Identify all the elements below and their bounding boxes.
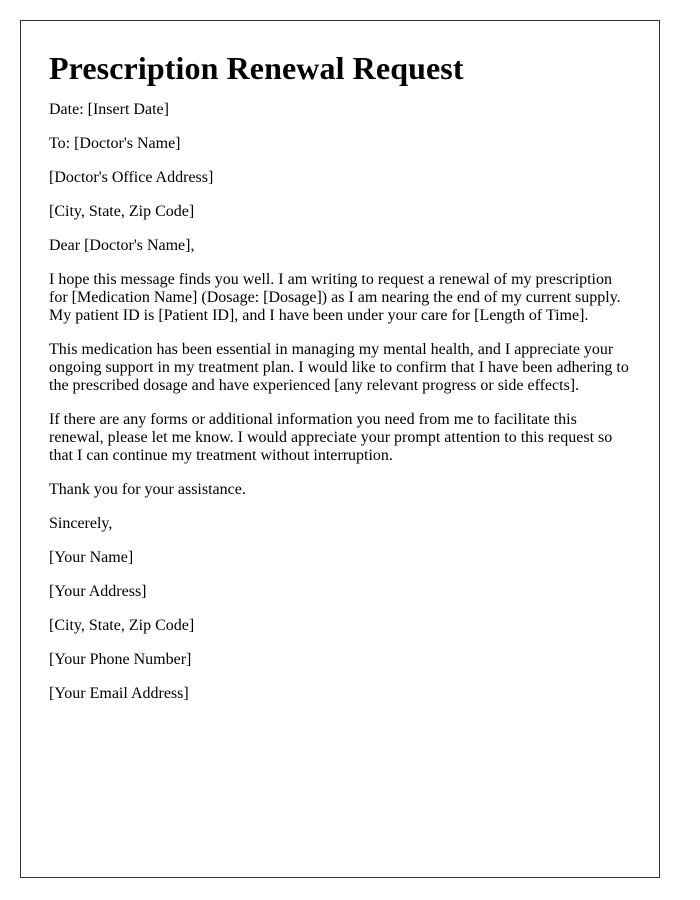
sender-phone: [Your Phone Number] xyxy=(49,651,192,668)
body-paragraph-1: I hope this message finds you well. I am writing to request a renewal of my prescription for [Medication Name] (Dosage: [Dosage]) as I am nearing the end of my current supply. My patient ID is [Patient ID], and I have been under your care for [Length of Time]. xyxy=(49,271,621,324)
salutation: Dear [Doctor's Name], xyxy=(49,237,195,254)
body-paragraph-2: This medication has been essential in managing my mental health, and I appreciate your ongoing support in my treatment plan. I would like to confirm that I have been adhering to the prescribed dosage and have experienced [any relevant progress or side effects]. xyxy=(49,341,629,394)
sender-name: [Your Name] xyxy=(49,549,134,566)
date-line: Date: [Insert Date] xyxy=(49,101,169,118)
recipient-city-state-zip: [City, State, Zip Code] xyxy=(49,203,195,220)
closing: Sincerely, xyxy=(49,515,113,532)
thanks-line: Thank you for your assistance. xyxy=(49,481,246,498)
sender-address: [Your Address] xyxy=(49,583,147,600)
letter-page xyxy=(20,20,660,878)
recipient-office-address: [Doctor's Office Address] xyxy=(49,169,214,186)
letter-title: Prescription Renewal Request xyxy=(49,50,464,86)
recipient-name: To: [Doctor's Name] xyxy=(49,135,181,152)
sender-city-state-zip: [City, State, Zip Code] xyxy=(49,617,195,634)
body-paragraph-3: If there are any forms or additional information you need from me to facilitate this renewal, please let me know. I would appreciate your prompt attention to this request so that I can continue my treatment without interruption. xyxy=(49,411,613,464)
sender-email: [Your Email Address] xyxy=(49,685,189,702)
